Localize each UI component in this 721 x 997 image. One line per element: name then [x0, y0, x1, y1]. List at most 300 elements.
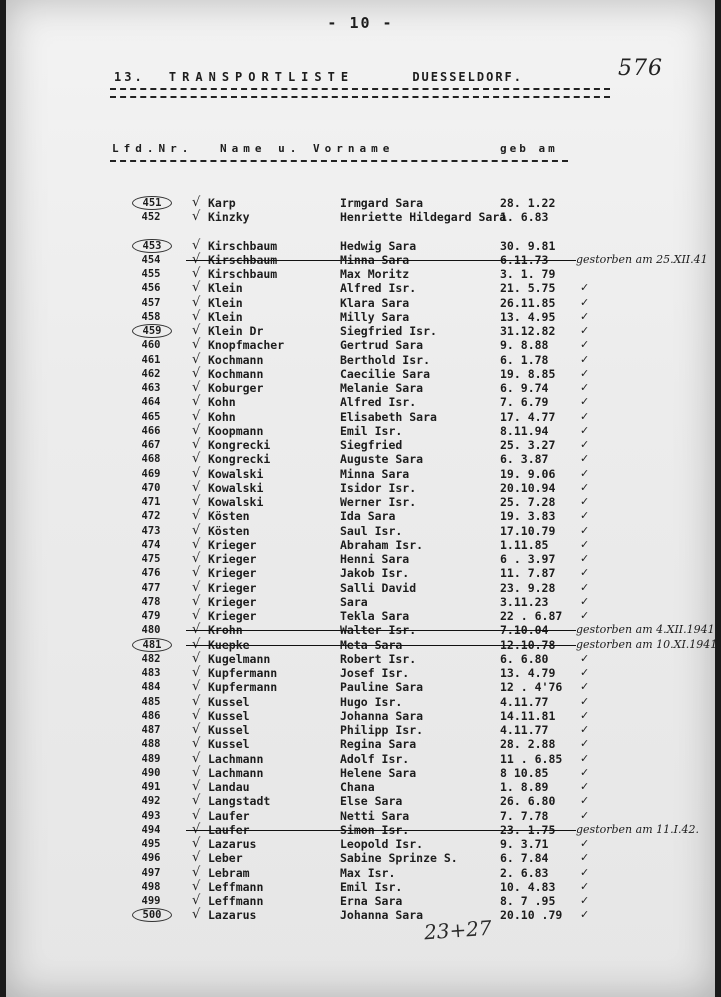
tick-icon: ✓: [580, 281, 590, 295]
table-row: [6, 524, 715, 538]
birth-date: 1. 6.83: [500, 210, 549, 225]
checkmark-icon: √: [192, 836, 201, 851]
given-name: Klara Sara: [340, 295, 410, 310]
birth-date: 10. 4.83: [500, 879, 556, 894]
checkmark-icon: √: [192, 850, 201, 866]
checkmark-icon: √: [192, 323, 201, 338]
surname: Langstadt: [208, 794, 271, 809]
tick-icon: ✓: [580, 509, 590, 523]
birth-date: 2. 6.83: [500, 865, 549, 880]
table-row: [6, 296, 715, 310]
given-name: Gertrud Sara: [340, 338, 424, 353]
given-name: Siegfried Isr.: [340, 324, 437, 338]
given-name: Helene Sara: [340, 765, 417, 780]
handwritten-total: 23+27: [423, 915, 493, 945]
birth-date: 19. 3.83: [500, 509, 556, 524]
row-number: 466: [141, 424, 161, 437]
given-name: Robert Isr.: [340, 651, 417, 666]
given-name: Alfred Isr.: [340, 395, 417, 410]
tick-icon: ✓: [580, 908, 590, 922]
birth-date: 13. 4.95: [500, 309, 556, 324]
birth-date: 4.11.77: [500, 694, 549, 709]
row-number: 453: [132, 239, 172, 253]
tick-icon: ✓: [580, 552, 590, 565]
given-name: Salli David: [340, 580, 417, 595]
tick-icon: ✓: [580, 723, 590, 736]
birth-date: 8. 7 .95: [500, 894, 556, 908]
given-name: Caecilie Sara: [340, 366, 431, 381]
row-number: 490: [141, 766, 161, 779]
surname: Klein: [208, 281, 243, 296]
birth-date: 6 . 3.97: [500, 552, 556, 566]
tick-icon: ✓: [580, 708, 590, 722]
given-name: Siegfried: [340, 438, 403, 452]
strikethrough-line: [186, 645, 576, 646]
birth-date: 30. 9.81: [500, 238, 556, 253]
given-name: Saul Isr.: [340, 523, 403, 538]
birth-date: 23. 1.75: [500, 822, 556, 837]
checkmark-icon: √: [192, 522, 201, 538]
given-name: Pauline Sara: [340, 680, 424, 695]
birth-date: 17.10.79: [500, 523, 556, 538]
row-number: 494: [141, 823, 161, 836]
checkmark-icon: √: [192, 451, 201, 467]
row-number: 476: [141, 567, 161, 580]
row-number: 485: [141, 695, 161, 708]
surname: Leffmann: [208, 894, 264, 908]
table-row: [6, 281, 715, 295]
birth-date: 6. 9.74: [500, 381, 549, 395]
checkmark-icon: √: [192, 878, 201, 894]
birth-date: 17. 4.77: [500, 409, 556, 424]
tick-icon: ✓: [580, 452, 590, 466]
list-number: 13.: [114, 70, 145, 84]
table-row: [6, 338, 715, 352]
given-name: Else Sara: [340, 794, 403, 809]
checkmark-icon: √: [192, 508, 201, 524]
tick-icon: ✓: [580, 295, 590, 309]
given-name: Isidor Isr.: [340, 480, 417, 495]
surname: Kussel: [208, 723, 250, 737]
row-number: 497: [141, 866, 161, 879]
birth-date: 31.12.82: [500, 324, 556, 338]
checkmark-icon: √: [192, 579, 201, 595]
row-number: 471: [141, 496, 161, 508]
checkmark-icon: √: [192, 551, 201, 566]
table-row: [6, 595, 715, 609]
table-row: [6, 367, 715, 381]
surname: Kowalski: [208, 495, 264, 509]
tick-icon: ✓: [580, 395, 590, 409]
table-row: [6, 794, 715, 808]
surname: Kuepke: [208, 637, 250, 652]
table-row: [6, 581, 715, 595]
surname: Klein Dr: [208, 324, 264, 338]
row-number: 456: [141, 282, 161, 295]
given-name: Philipp Isr.: [340, 723, 424, 737]
row-number: 496: [141, 852, 161, 865]
checkmark-icon: √: [192, 337, 201, 353]
birth-date: 25. 7.28: [500, 495, 556, 509]
surname: Laufer: [208, 822, 250, 837]
checkmark-icon: √: [192, 764, 201, 780]
row-number: 459: [132, 324, 172, 338]
checkmark-icon: √: [192, 736, 201, 752]
birth-date: 9. 8.88: [500, 338, 549, 353]
birth-date: 28. 1.22: [500, 196, 556, 210]
checkmark-icon: √: [192, 380, 201, 395]
checkmark-icon: √: [192, 722, 201, 737]
tick-icon: ✓: [580, 680, 590, 694]
surname: Leber: [208, 851, 243, 866]
checkmark-icon: √: [192, 536, 201, 552]
table-row: [6, 723, 715, 737]
given-name: Henriette Hildegard Sara: [340, 210, 507, 225]
given-name: Sabine Sprinze S.: [340, 851, 458, 866]
document-page: [6, 0, 721, 997]
table-row: [6, 652, 715, 666]
table-row: [6, 452, 715, 466]
given-name: Simon Isr.: [340, 822, 410, 837]
table-row: [6, 622, 719, 638]
tick-icon: ✓: [580, 324, 590, 337]
row-number: 488: [141, 738, 161, 751]
table-row: [6, 894, 715, 908]
table-row: [6, 666, 715, 680]
tick-icon: ✓: [580, 879, 590, 893]
row-number: 460: [141, 339, 161, 352]
tick-icon: ✓: [580, 666, 590, 679]
given-name: Walter Isr.: [340, 623, 417, 638]
checkmark-icon: √: [192, 693, 201, 709]
given-name: Ida Sara: [340, 509, 396, 524]
birth-date: 8 10.85: [500, 765, 549, 780]
tick-icon: ✓: [580, 366, 590, 380]
tick-icon: ✓: [580, 865, 590, 879]
row-number: 481: [132, 638, 172, 652]
checkmark-icon: √: [192, 907, 201, 923]
birth-date: 28. 2.88: [500, 737, 556, 752]
given-name: Chana: [340, 780, 375, 794]
transport-list-table: [6, 0, 721, 997]
surname: Kowalski: [208, 466, 264, 481]
table-row: [6, 253, 715, 267]
surname: Kinzky: [208, 210, 250, 225]
table-row: [6, 636, 721, 652]
surname: Kongrecki: [208, 438, 271, 452]
tick-icon: ✓: [580, 609, 590, 622]
surname: Krieger: [208, 594, 257, 609]
birth-date: 3. 1. 79: [500, 267, 556, 281]
surname: Krohn: [208, 623, 243, 638]
checkmark-icon: √: [192, 864, 201, 880]
surname: Kirschbaum: [208, 238, 278, 253]
birth-date: 6. 1.78: [500, 352, 549, 367]
surname: Kösten: [208, 523, 250, 538]
checkmark-icon: √: [192, 750, 201, 766]
checkmark-icon: √: [192, 251, 201, 267]
given-name: Jakob Isr.: [340, 566, 410, 581]
surname: Lebram: [208, 865, 250, 880]
surname: Krieger: [208, 552, 257, 566]
checkmark-icon: √: [192, 479, 201, 495]
tick-icon: ✓: [580, 765, 590, 779]
checkmark-icon: √: [192, 665, 201, 680]
birth-date: 3.11.23: [500, 594, 549, 609]
checkmark-icon: √: [192, 394, 201, 410]
birth-date: 13. 4.79: [500, 666, 556, 680]
tick-icon: ✓: [580, 495, 590, 508]
table-row: [6, 267, 715, 281]
tick-icon: ✓: [580, 594, 590, 608]
given-name: Leopold Isr.: [340, 837, 424, 851]
row-number: 458: [141, 310, 161, 323]
tick-icon: ✓: [580, 438, 590, 451]
birth-date: 9. 3.71: [500, 837, 549, 851]
row-number: 477: [141, 581, 161, 594]
given-name: Minna Sara: [340, 252, 410, 267]
given-name: Irmgard Sara: [340, 196, 424, 210]
given-name: Emil Isr.: [340, 879, 403, 894]
row-number: 478: [141, 595, 161, 608]
row-number: 486: [141, 709, 161, 722]
row-number: 454: [141, 253, 161, 266]
birth-date: 23. 9.28: [500, 580, 556, 595]
given-name: Hugo Isr.: [340, 694, 403, 709]
birth-date: 14.11.81: [500, 708, 556, 723]
table-row: [6, 823, 715, 837]
row-number: 467: [141, 439, 161, 451]
table-row: [6, 837, 715, 851]
surname: Koopmann: [208, 423, 264, 438]
birth-date: 11 . 6.85: [500, 751, 563, 766]
given-name: Werner Isr.: [340, 495, 417, 509]
given-name: Josef Isr.: [340, 666, 410, 680]
given-name: Max Isr.: [340, 865, 396, 880]
table-row: [6, 851, 715, 865]
checkmark-icon: √: [192, 636, 201, 652]
checkmark-icon: √: [192, 294, 201, 310]
surname: Krieger: [208, 566, 257, 581]
given-name: Henni Sara: [340, 552, 410, 566]
table-row: [6, 438, 715, 452]
surname: Klein: [208, 309, 243, 324]
checkmark-icon: √: [192, 465, 201, 481]
checkmark-icon: √: [192, 593, 201, 609]
row-number: 492: [141, 795, 161, 808]
table-row: [6, 809, 715, 823]
given-name: Elisabeth Sara: [340, 409, 437, 424]
row-number: 484: [141, 681, 161, 694]
given-name: Milly Sara: [340, 309, 410, 324]
tick-icon: ✓: [580, 851, 590, 865]
tick-icon: ✓: [580, 537, 590, 551]
tick-icon: ✓: [580, 423, 590, 437]
birth-date: 26. 6.80: [500, 794, 556, 809]
surname: Lachmann: [208, 765, 264, 780]
surname: Lazarus: [208, 908, 257, 923]
list-city: DUESSELDORF.: [412, 70, 524, 84]
table-row: [6, 495, 715, 509]
table-row: [6, 752, 715, 766]
row-number: 473: [141, 524, 161, 537]
birth-date: 6. 7.84: [500, 851, 549, 866]
row-number: 468: [141, 453, 161, 466]
birth-date: 12 . 4'76: [500, 680, 563, 695]
checkmark-icon: √: [192, 807, 201, 823]
given-name: Johanna Sara: [340, 708, 424, 723]
checkmark-icon: √: [192, 893, 201, 908]
row-number: 463: [141, 382, 161, 394]
tick-icon: ✓: [580, 751, 590, 765]
birth-date: 7.10.04: [500, 623, 549, 638]
birth-date: 1.11.85: [500, 537, 549, 552]
row-number: 451: [132, 196, 172, 210]
tick-icon: ✓: [580, 694, 590, 708]
table-row: [6, 866, 715, 880]
surname: Krieger: [208, 537, 257, 552]
checkmark-icon: √: [192, 779, 201, 794]
given-name: Berthold Isr.: [340, 352, 431, 367]
given-name: Tekla Sara: [340, 609, 410, 623]
tick-icon: ✓: [580, 566, 590, 580]
table-row: [6, 324, 715, 338]
given-name: Erna Sara: [340, 894, 403, 908]
tick-icon: ✓: [580, 480, 590, 494]
given-name: Netti Sara: [340, 808, 410, 823]
row-number: 483: [141, 667, 161, 679]
table-row: [6, 509, 715, 523]
tick-icon: ✓: [580, 466, 590, 480]
checkmark-icon: √: [192, 209, 201, 225]
row-number: 493: [141, 809, 161, 822]
table-row: [6, 737, 715, 751]
checkmark-icon: √: [192, 422, 201, 438]
tick-icon: ✓: [580, 780, 590, 793]
table-row: [6, 552, 715, 566]
checkmark-icon: √: [192, 237, 201, 253]
checkmark-icon: √: [192, 707, 201, 723]
table-row: [6, 410, 715, 424]
birth-date: 20.10 .79: [500, 908, 563, 923]
given-name: Emil Isr.: [340, 423, 403, 438]
birth-date: 11. 7.87: [500, 566, 556, 581]
birth-date: 12.10.78: [500, 637, 556, 652]
given-name: Adolf Isr.: [340, 751, 410, 766]
row-number: 475: [141, 553, 161, 565]
birth-date: 20.10.94: [500, 480, 556, 495]
given-name: Alfred Isr.: [340, 281, 417, 296]
row-number: 479: [141, 610, 161, 622]
table-row: [6, 467, 715, 481]
surname: Kochmann: [208, 366, 264, 381]
surname: Laufer: [208, 808, 250, 823]
given-name: Max Moritz: [340, 267, 410, 281]
checkmark-icon: √: [192, 622, 201, 638]
row-number: 461: [141, 353, 161, 366]
tick-icon: ✓: [580, 381, 590, 394]
table-row: [6, 566, 715, 580]
surname: Kowalski: [208, 480, 264, 495]
surname: Kochmann: [208, 352, 264, 367]
given-name: Sara: [340, 594, 368, 609]
tick-icon: ✓: [580, 352, 590, 366]
surname: Kupfermann: [208, 680, 278, 695]
surname: Kussel: [208, 708, 250, 723]
column-header-number: Lfd.Nr.: [112, 142, 194, 155]
table-row: [6, 609, 715, 623]
birth-date: 4.11.77: [500, 723, 549, 737]
row-number: 489: [141, 752, 161, 765]
column-header-name: Name u. Vorname: [220, 142, 395, 155]
table-row: [6, 695, 715, 709]
surname: Knopfmacher: [208, 338, 285, 353]
surname: Kohn: [208, 395, 236, 410]
page-number: - 10 -: [327, 14, 394, 32]
birth-date: 22 . 6.87: [500, 609, 563, 623]
tick-icon: ✓: [580, 409, 590, 423]
list-title: TRANSPORTLISTE: [168, 70, 355, 84]
checkmark-icon: √: [192, 793, 201, 809]
row-number: 457: [141, 296, 161, 309]
death-note: gestorben am 25.XII.41: [576, 252, 708, 266]
row-number: 491: [141, 781, 161, 793]
surname: Landau: [208, 780, 250, 794]
birth-date: 7. 6.79: [500, 395, 549, 410]
surname: Koburger: [208, 381, 264, 395]
surname: Leffmann: [208, 879, 264, 894]
birth-date: 19. 8.85: [500, 366, 556, 381]
row-number: 472: [141, 510, 161, 523]
checkmark-icon: √: [192, 565, 201, 581]
checkmark-icon: √: [192, 437, 201, 452]
checkmark-icon: √: [192, 280, 201, 296]
tick-icon: ✓: [580, 580, 590, 594]
table-row: [6, 880, 715, 894]
row-number: 452: [141, 211, 161, 224]
surname: Kohn: [208, 409, 236, 424]
given-name: Minna Sara: [340, 466, 410, 481]
row-number: 455: [141, 268, 161, 280]
death-note: gestorben am 4.XII.1941.: [576, 623, 719, 637]
table-row: [6, 353, 715, 367]
birth-date: 6. 6.80: [500, 651, 549, 666]
checkmark-icon: √: [192, 650, 201, 666]
row-number: 480: [141, 624, 161, 637]
birth-date: 25. 3.27: [500, 438, 556, 452]
tick-icon: ✓: [580, 309, 590, 323]
given-name: Johanna Sara: [340, 908, 424, 923]
surname: Kirschbaum: [208, 267, 278, 281]
row-number: 469: [141, 467, 161, 480]
table-row: [6, 481, 715, 495]
given-name: Regina Sara: [340, 737, 417, 752]
birth-date: 21. 5.75: [500, 281, 556, 296]
tick-icon: ✓: [580, 737, 590, 751]
checkmark-icon: √: [192, 494, 201, 509]
checkmark-icon: √: [192, 266, 201, 281]
tick-icon: ✓: [580, 837, 590, 850]
surname: Kussel: [208, 694, 250, 709]
row-number: 470: [141, 481, 161, 494]
surname: Kongrecki: [208, 452, 271, 467]
row-number: 464: [141, 396, 161, 409]
strikethrough-line: [186, 830, 576, 831]
strikethrough-line: [186, 260, 576, 261]
table-row: [6, 766, 715, 780]
surname: Kussel: [208, 737, 250, 752]
row-number: 482: [141, 652, 161, 665]
